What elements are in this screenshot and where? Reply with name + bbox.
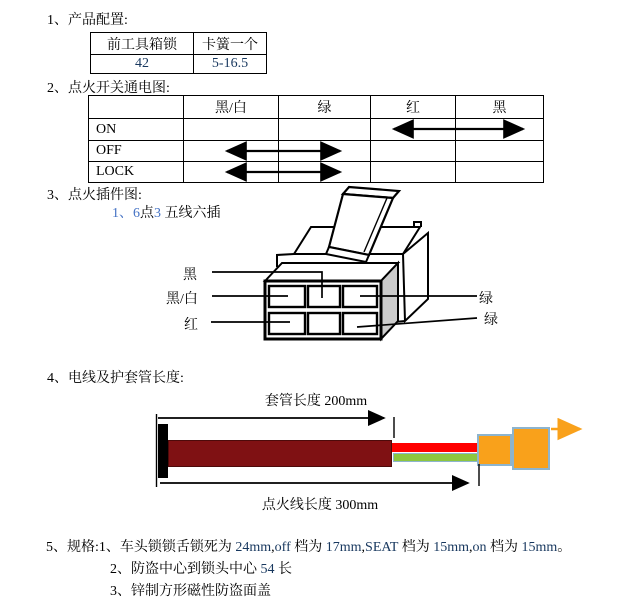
product-table-header-cell: 卡簧一个 (194, 33, 267, 55)
note-part: 3 (154, 206, 165, 221)
product-table-value-cell: 5-16.5 (194, 55, 267, 74)
spec-text: 5、规格: (46, 540, 99, 555)
housing-top-face (294, 227, 420, 254)
wire-label-red: 红 (184, 318, 198, 333)
power-table-row-label: OFF (89, 141, 184, 162)
power-table-cell (279, 162, 371, 183)
product-table-header-cell: 前工具箱锁 (91, 33, 194, 55)
power-table-cell (184, 119, 279, 141)
connector-note (112, 202, 221, 222)
slot-bottom-middle (308, 313, 340, 334)
block-top-face (265, 263, 398, 281)
spec-text: 档为 (486, 540, 522, 555)
slot-bottom-right (343, 313, 377, 334)
housing-bottom-edge (395, 321, 405, 322)
note-part: 五线六插 (164, 206, 221, 221)
power-table-header-cell: 绿 (279, 96, 371, 119)
spec-value: on (472, 540, 487, 555)
power-table-cell (279, 141, 371, 162)
ignition-wire-length-label: 点火线长度 300mm (261, 498, 379, 513)
spec-text: 1、车头锁锁舌锁死为 (98, 540, 236, 555)
slot-top-middle (308, 286, 340, 307)
spec-text: , (361, 540, 366, 555)
lever-fold-line (364, 198, 387, 252)
product-table-value-cell: 42 (91, 55, 194, 74)
leader-green-bottom (357, 318, 477, 327)
power-table-cell (184, 162, 279, 183)
spec-text: 2、防盗中心到锁头中心 (110, 562, 261, 577)
power-table-cell (371, 119, 456, 141)
spec-value: 17mm (325, 540, 362, 555)
wire-label-green-bottom: 绿 (484, 313, 498, 328)
power-table-row-label: ON (89, 119, 184, 141)
power-table-cell (456, 141, 544, 162)
slot-top-right (343, 286, 377, 307)
section3-heading: 3、点火插件图: (47, 188, 142, 203)
section4-heading: 4、电线及护套管长度: (47, 371, 184, 386)
spec-text: 。 (557, 540, 572, 555)
power-table-cell (456, 162, 544, 183)
block-side-face (381, 263, 398, 339)
product-config-table (90, 32, 267, 74)
power-table-row-label: LOCK (89, 162, 184, 183)
protective-sleeve (168, 440, 392, 467)
spec-text: 档为 (290, 540, 326, 555)
section1-heading: 1、产品配置: (47, 13, 128, 28)
spec-value: 15mm (433, 540, 470, 555)
slot-top-left (269, 286, 305, 307)
spec-line-2 (110, 558, 292, 578)
power-table-cell (184, 141, 279, 162)
connector-plug-small (477, 434, 512, 466)
wire-label-black: 黑 (183, 268, 197, 283)
power-table-cell (456, 119, 544, 141)
green-wire (393, 453, 478, 462)
leader-black (212, 272, 322, 298)
spec-value: 15mm (521, 540, 558, 555)
spec-value: off (274, 540, 291, 555)
power-table-header-cell (89, 96, 184, 119)
block-front-face (265, 281, 381, 339)
spec-text: , (271, 540, 275, 555)
ignition-switch-table (88, 95, 544, 183)
spec-value: SEAT (365, 540, 399, 555)
section2-heading: 2、点火开关通电图: (47, 81, 170, 96)
note-part: 点 (140, 206, 154, 221)
wire-label-blackwhite: 黑/白 (166, 292, 198, 307)
spec-line-1 (46, 536, 571, 556)
power-table-header-cell: 红 (371, 96, 456, 119)
power-table-cell (371, 141, 456, 162)
red-wire (392, 443, 478, 452)
lever-bottom-cap (326, 247, 369, 262)
power-table-header-cell: 黑 (456, 96, 544, 119)
housing-right-step (414, 222, 421, 227)
spec-line-3: 3、锌制方形磁性防盗面盖 (110, 584, 271, 599)
power-table-header-cell: 黑/白 (184, 96, 279, 119)
power-table-cell (279, 119, 371, 141)
sleeve-length-label: 套管长度 200mm (264, 394, 368, 409)
spec-text: 长 (274, 562, 292, 577)
note-part: 1、6 (112, 206, 140, 221)
lever-body (329, 194, 393, 255)
connector-plug-large (512, 427, 550, 470)
lever-top-cap (343, 187, 399, 198)
spec-text: , (469, 540, 473, 555)
spec-value: 54 (260, 562, 275, 577)
spec-value: 24mm (235, 540, 272, 555)
slot-bottom-left (269, 313, 305, 334)
housing-right-face (403, 233, 428, 321)
housing-left-step (277, 254, 294, 267)
cable-end-cap (158, 424, 168, 478)
wire-label-green-top: 绿 (479, 292, 493, 307)
spec-text: 档为 (398, 540, 434, 555)
power-table-cell (371, 162, 456, 183)
